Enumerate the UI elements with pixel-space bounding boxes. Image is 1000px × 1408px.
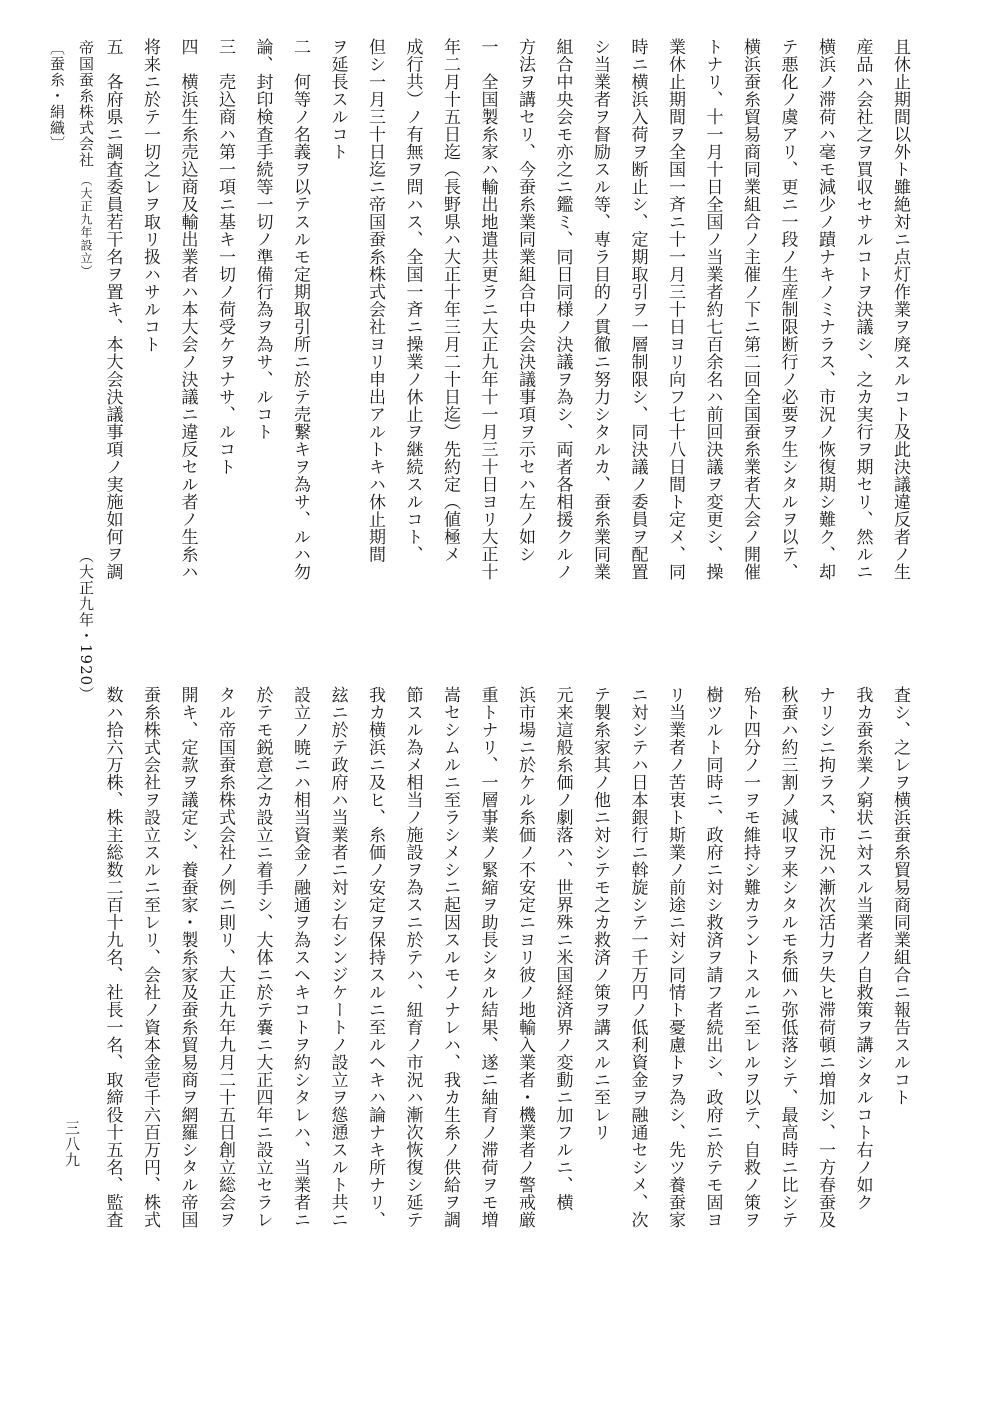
text-line: 成行共）ノ有無ヲ問ハス、全国一斉ニ操業ノ休止ヲ継続スルコト、 <box>402 38 423 563</box>
text-line: 産品ハ会社之ヲ買収セサルコトヲ決議シ、之カ実行ヲ期セリ、然ルニ <box>852 38 873 581</box>
text-line: 二 何等ノ名義ヲ以テスルモ定期取引所ニ於テ売繋キヲ為サ、ルハ勿 <box>290 38 310 581</box>
text-line: タル帝国蚕糸株式会社ノ例ニ則リ、大正九年九月二十五日創立総会ヲ <box>215 686 235 1229</box>
text-line: 時ニ横浜入荷ヲ断止シ、定期取引ヲ一層制限シ、同決議ノ委員ヲ配置 <box>627 38 648 581</box>
text-line: 秋蚕ハ約三割ノ減収ヲ来シタルモ糸価ハ弥低落シテ、最高時ニ比シテ <box>777 686 798 1229</box>
text-line: 開キ、定款ヲ議定シ、養蚕家・製糸家及蚕糸貿易商ヲ網羅シタル帝国 <box>177 686 198 1229</box>
text-line: 樹ツルト同時ニ、政府ニ対シ救済ヲ請フ者続出シ、政府ニ於テモ固ヨ <box>702 686 723 1229</box>
footer-company-name: 帝国蚕糸株式会社 <box>77 40 95 168</box>
text-line: 論、封印検査手続等一切ノ準備行為ヲ為サ、ルコト <box>252 38 273 441</box>
text-line: シ当業者ヲ督励スル等、専ラ目的ノ貫徹ニ努力シタルカ、蚕糸業同業 <box>590 38 610 581</box>
text-line: 五 各府県ニ調査委員若干名ヲ置キ、本大会決議事項ノ実施如何ヲ調 <box>102 38 123 581</box>
footer-category: 〔蚕糸・絹織〕 <box>48 40 66 152</box>
text-line: ニ対シテハ日本銀行ニ斡旋シテ一千万円ノ低利資金ヲ融通セシメ、次 <box>627 686 648 1229</box>
text-line: 横浜ノ滞荷ハ毫モ減少ノ蹟ナキノミナラス、市況ノ恢復期シ難ク、却 <box>815 38 835 581</box>
text-line: 嵩セシムルニ至ラシメシニ起因スルモノナレハ、我カ生糸ノ供給ヲ調 <box>440 686 460 1229</box>
text-line: リ当業者ノ苦衷ト斯業ノ前途ニ対シ同情ト憂慮トヲ為シ、先ツ養蚕家 <box>665 686 685 1229</box>
text-line: 浜市場ニ於ケル糸価ノ不安定ニヨリ彼ノ地輸入業者・機業者ノ警戒厳 <box>515 686 535 1229</box>
text-line: 業休止期間ヲ全国一斉ニ十一月三十日ヨリ向フ七十八日間ト定メ、同 <box>665 38 685 581</box>
text-line: ナリシニ拘ラス、市況ハ漸次活力ヲ失ヒ滞荷頓ニ増加シ、一方春蚕及 <box>815 686 835 1229</box>
text-line: 方法ヲ講セリ、今蚕糸業同業組合中央会決議事項ヲ示セハ左ノ如シ <box>515 38 535 563</box>
text-line: ヲ延長スルコト <box>327 38 348 161</box>
text-line: 元来這般糸価ノ劇落ハ、世界殊ニ米国経済界ノ変動ニ加フルニ、横 <box>552 686 573 1211</box>
text-line: テ製糸家其ノ他ニ対シテモ之カ救済ノ策ヲ講スルニ至レリ <box>590 686 610 1141</box>
text-line: 査シ、之レヲ横浜蚕糸貿易商同業組合ニ報告スルコト <box>890 686 910 1106</box>
text-line: 殆ト四分ノ一ヲモ維持シ難カラントスルニ至レルヲ以テ、自救ノ策ヲ <box>740 686 760 1229</box>
text-line: 四 横浜生糸売込商及輸出業者ハ本大会ノ決議ニ違反セル者ノ生糸ハ <box>177 38 198 581</box>
lower-text-block <box>102 686 918 1276</box>
text-line: 設立ノ暁ニハ相当資金ノ融通ヲ為スヘキコトヲ約シタレハ、当業者ニ <box>290 686 310 1229</box>
text-line: 且休止期間以外ト雖絶対ニ点灯作業ヲ廃スルコト及此決議違反者ノ生 <box>890 38 910 581</box>
text-line: 我カ横浜ニ及ヒ、糸価ノ安定ヲ保持スルニ至ルヘキハ論ナキ所ナリ、 <box>365 686 385 1229</box>
text-line: 年二月十五日迄（長野県ハ大正十年三月二十日迄）先約定（値極メ <box>440 38 460 563</box>
text-line: 三 売込商ハ第一項ニ基キ一切ノ荷受ケヲナサ、ルコト <box>215 38 235 476</box>
upper-text-block <box>102 38 918 598</box>
text-line: 重トナリ、一層事業ノ緊縮ヲ助長シタル結果、遂ニ紬育ノ滞荷ヲモ増 <box>477 686 498 1229</box>
page-number: 三八九 <box>63 1120 81 1168</box>
text-line: 組合中央会モ亦之ニ鑑ミ、同日同様ノ決議ヲ為シ、両者各相援クルノ <box>552 38 573 581</box>
text-line: 将来ニ於テ一切之レヲ取リ扱ハサルコト <box>140 38 160 353</box>
text-line: 於テモ鋭意之カ設立ニ着手シ、大体ニ於テ嚢ニ大正四年ニ設立セラレ <box>252 686 273 1229</box>
text-line: トナリ、十一月十日全国ノ当業者約七百余名ハ前回決議ヲ変更シ、操 <box>702 38 723 581</box>
text-line: 蚕糸株式会社ヲ設立スルニ至レリ、会社ノ資本金壱千六百万円、株式 <box>140 686 160 1229</box>
text-line: 我カ蚕糸業ノ窮状ニ対スル当業者ノ自救策ヲ講シタルコト右ノ如ク <box>852 686 873 1211</box>
text-line: 一 全国製糸家ハ輸出地遣共更ラニ大正九年十一月三十日ヨリ大正十 <box>477 38 498 581</box>
footer-company-note: （大正九年設立） <box>79 173 93 278</box>
text-line: テ悪化ノ虞アリ、更ニ一段ノ生産制限断行ノ必要ヲ生シタルヲ以テ、 <box>777 38 798 581</box>
footer-company <box>76 40 97 278</box>
text-line: 節スル為メ相当ノ施設ヲ為スニ於テハ、紐育ノ市況ハ漸次恢復シ延テ <box>402 686 423 1229</box>
text-line: 数ハ拾六万株、株主総数二百十九名、社長一名、取締役十五名、監査 <box>102 686 123 1229</box>
text-line: 玆ニ於テ政府ハ当業者ニ対シ右シンジケートノ設立ヲ慫慂スルト共ニ <box>327 686 348 1229</box>
text-line: 横浜蚕糸貿易商同業組合ノ主催ノ下ニ第二回全国蚕糸業者大会ノ開催 <box>740 38 760 581</box>
text-line: 但シ一月三十日迄ニ帝国蚕糸株式会社ヨリ申出アルトキハ休止期間 <box>365 38 385 563</box>
footer-year: （大正九年・1920） <box>77 548 95 703</box>
